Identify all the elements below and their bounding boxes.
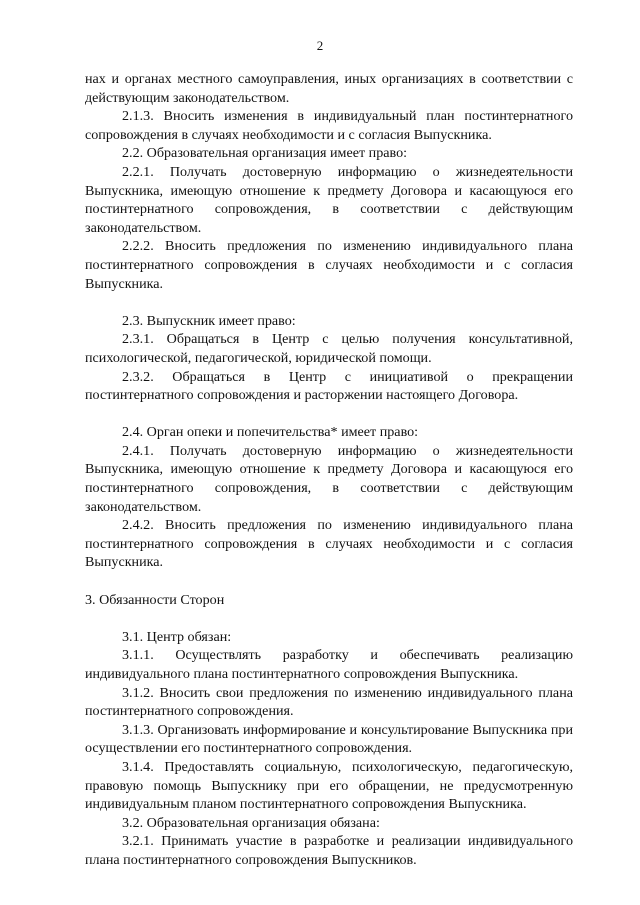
clause-3-1-4: 3.1.4. Предоставлять социальную, психологическую, педагогическую, правовую помощь Выпускнику при его обращении, не предусмотренную индивидуальным планом постинтернатного сопровождения Выпускника. (85, 758, 573, 813)
clause-2-3-1: 2.3.1. Обращаться в Центр с целью получения консультативной, психологической, педагогической, юридической помощи. (85, 331, 573, 366)
clause-2-4: 2.4. Орган опеки и попечительства* имеет право: (122, 424, 419, 441)
clause-3-1-1: 3.1.1. Осуществлять разработку и обеспечивать реализацию индивидуального плана постинтернатного сопровождения Выпускника. (85, 647, 573, 682)
clause-3-2-1: 3.2.1. Принимать участие в разработке и реализации индивидуального плана постинтернатного сопровождения Выпускников. (85, 833, 573, 868)
clause-2-1-3: 2.1.3. Вносить изменения в индивидуальный план постинтернатного сопровождения в случаях необходимости и с согласия Выпускника. (85, 108, 573, 143)
clause-3-1: 3.1. Центр обязан: (122, 628, 232, 645)
section-heading-3: 3. Обязанности Сторон (85, 591, 225, 608)
spacer (85, 609, 573, 628)
clause-3-1-3: 3.1.3. Организовать информирование и консультирование Выпускника при осуществлении его постинтернатного сопровождения. (85, 721, 573, 757)
page-number: 2 (316, 38, 324, 53)
document-body (85, 70, 573, 870)
spacer (85, 293, 573, 312)
spacer (85, 405, 573, 424)
clause-2-4-1: 2.4.1. Получать достоверную информацию о жизнедеятельности Выпускника, имеющую отношение к предмету Договора и касающуюся его постинтернатного сопровождения, в соответствии с действующим законодательством. (85, 442, 573, 515)
clause-3-2: 3.2. Образовательная организация обязана: (122, 814, 380, 831)
clause-2-2-1: 2.2.1. Получать достоверную информацию о жизнедеятельности Выпускника, имеющую отношение к предмету Договора и касающуюся его постинтернатного сопровождения, в соответствии с действующим законодательством. (85, 163, 573, 236)
clause-2-4-2: 2.4.2. Вносить предложения по изменению индивидуального плана постинтернатного сопровождения в случаях необходимости и с согласия Выпускника. (85, 517, 573, 571)
clause-2-2-2: 2.2.2. Вносить предложения по изменению индивидуального плана постинтернатного сопровождения в случаях необходимости и с согласия Выпускника. (85, 238, 573, 292)
clause-2-3: 2.3. Выпускник имеет право: (122, 312, 296, 329)
paragraph: нах и органах местного самоуправления, иных организациях в соответствии с действующим законодательством. (85, 71, 573, 106)
clause-2-3-2: 2.3.2. Обращаться в Центр с инициативой о прекращении постинтернатного сопровождения и расторжении настоящего Договора. (85, 368, 573, 404)
clause-2-2: 2.2. Образовательная организация имеет право: (122, 145, 408, 162)
spacer (85, 572, 573, 591)
clause-3-1-2: 3.1.2. Вносить свои предложения по изменению индивидуального плана постинтернатного сопровождения. (85, 684, 573, 720)
